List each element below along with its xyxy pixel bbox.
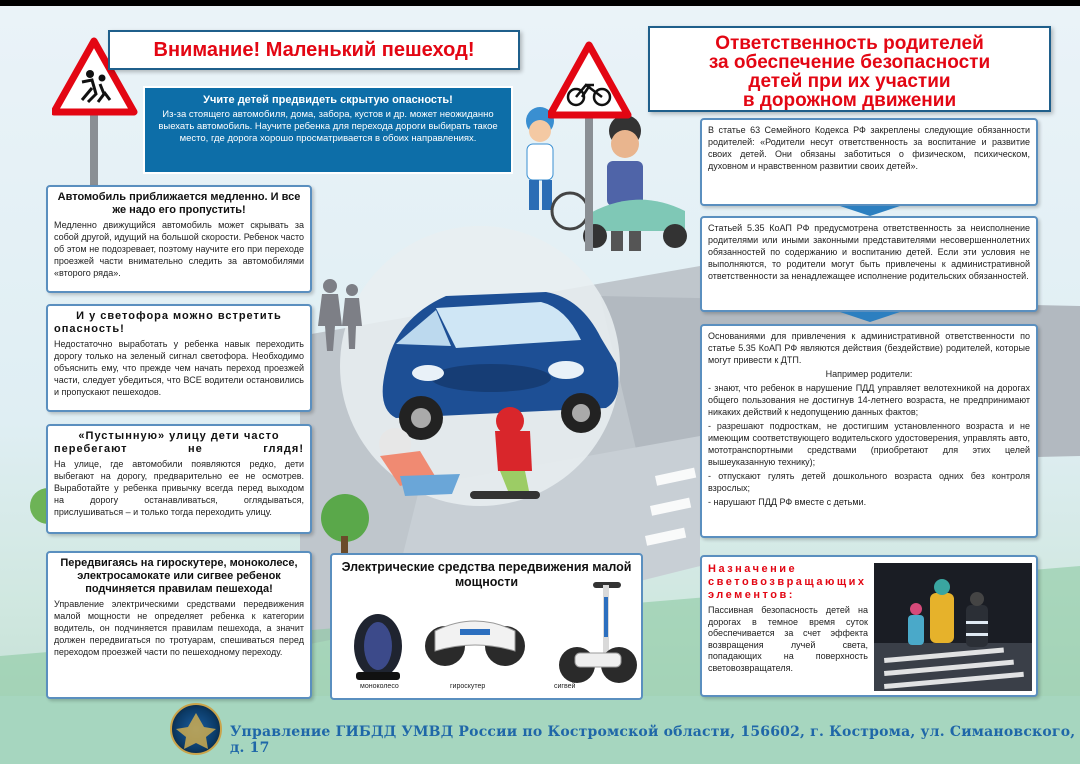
poster: [0, 6, 1080, 764]
bicycle-sign-icon: [548, 41, 632, 251]
grounds-item: - отпускают гулять детей дошкольного возраста одних без контроля взрослых;: [708, 471, 1030, 493]
article-63-text: В статье 63 Семейного Кодекса РФ закреплены следующие обязанности родителей: «Родители несут ответственность за воспитание и развитие своих детей. Они обязаны заботиться о физическом, психическом, духовном и нравственном развитии своих детей».: [708, 125, 1030, 171]
devices-box: [330, 553, 643, 700]
grounds-item: - разрешают подросткам, не достигшим установленного возраста и не имеющим соответствующего водительского удостоверения, управлять авто, мототранспортными средствами (приобретают для этих целей вышеуказанную технику);: [708, 421, 1030, 467]
grounds-intro: Основаниями для привлечения к административной ответственности по статье 5.35 КоАП РФ являются действия (бездействие) родителей, которые могут привести к ДТП.: [708, 331, 1030, 365]
tip-box-slow-car: [46, 185, 312, 293]
tip-box-gyroscooter: [46, 551, 312, 699]
segway-icon: [557, 577, 637, 687]
night-kids-photo: [874, 563, 1032, 691]
intro-text: Из-за стоящего автомобиля, дома, забора, кустов и др. может неожиданно выехать автомобиль. Научите ребенка для перехода дороги выбирать такое место, где дорога хорошо просматривается в обоих направлениях.: [158, 109, 498, 144]
monowheel-icon: [348, 610, 408, 685]
right-title-line: Ответственность родителей: [715, 33, 984, 54]
tip-box-empty-street: [46, 424, 312, 534]
device-label-monowheel: моноколесо: [360, 683, 399, 690]
grounds-item: - нарушают ПДД РФ вместе с детьми.: [708, 497, 867, 507]
tip-text: Медленно движущийся автомобиль может скрывать за собой другой, идущий на большой скорости. Ребенок часто об этом не подозревает, поэтому научите его при переходе проезжей части внимательно следить за автомобилями «второго ряда».: [54, 220, 304, 278]
article-535-text: Статьей 5.35 КоАП РФ предусмотрена ответственность за неисполнение родителями или иными законными представителями несовершеннолетних обязанностей по содержанию и воспитанию детей. Если эти условия не выполняются, то родители могут быть привлечены к административной ответственности за ненадлежащее исполнение родительских обязанностей.: [708, 223, 1030, 281]
hoverboard-icon: [420, 611, 530, 671]
tip-heading: Передвигаясь на гироскутере, моноколесе, электросамокате или сигвее ребенок подчиняется правилам пешехода!: [60, 557, 298, 595]
arrow-down-icon: [840, 312, 900, 322]
reflective-elements-box: [700, 555, 1038, 697]
reflective-text: Пассивная безопасность детей на дорогах в темное время суток обеспечивается за счет эффекта возвращения лучей света, попадающих на поверхность световозвращателя.: [708, 605, 868, 673]
children-illustration: [360, 396, 560, 516]
devices-heading: Электрические средства передвижения малой мощности: [341, 560, 632, 589]
article-63-box: [700, 118, 1038, 206]
device-label-segway: сигвей: [554, 683, 576, 690]
grounds-example: Например родители:: [825, 369, 913, 379]
article-535-box: [700, 216, 1038, 312]
device-label-hoverboard: гироскутер: [450, 683, 486, 690]
left-title: Внимание! Маленький пешеход!: [108, 30, 520, 70]
tip-text: Управление электрическими средствами передвижения малой мощности не определяет ребенка к категории водитель, он подчиняется правилам пешехода, а значит должен передвигаться по тротуарам, спешиваться перед переходом проезжей части по пешеходному переходу.: [54, 599, 304, 657]
tip-heading: И у светофора можно встретить опасность!: [54, 310, 282, 335]
right-title-line: детей при их участии: [748, 71, 951, 92]
right-title-line: в дорожном движении: [742, 90, 957, 111]
tip-heading: «Пустынную» улицу дети часто перебегают не глядя!: [54, 430, 304, 455]
tip-box-traffic-light: [46, 304, 312, 412]
arrow-down-icon: [840, 206, 900, 216]
tip-heading: Автомобиль приближается медленно. И все же надо его пропустить!: [57, 191, 301, 216]
tip-text: Недостаточно выработать у ребенка навык переходить дорогу только на зеленый сигнал светофора. Необходимо объяснить ему, что прежде чем начать переход проезжей части, следует убедиться, что ВСЕ водители остановились и пропускают пешеходов.: [54, 339, 304, 397]
grounds-item: - знают, что ребенок в нарушение ПДД управляет велотехникой на дорогах общего пользования не достигнув 14-летнего возраста, не предпринимают никаких действий к недопущению данных фактов;: [708, 383, 1030, 417]
gibdd-emblem-icon: [170, 703, 222, 755]
reflective-heading: Назначение световозвращающих элементов:: [708, 563, 867, 601]
right-title: [648, 26, 1051, 112]
intro-box: [143, 86, 513, 174]
footer-address: Управление ГИБДД УМВД России по Костромской области, 156602, г. Кострома, ул. Симановского, д. 17: [230, 724, 1076, 756]
tip-text: На улице, где автомобили появляются редко, дети выбегают на дорогу, предварительно ее не осмотрев. Выработайте у ребенка привычку всегда перед выходом на дорогу останавливаться, оглядываться, прислушиваться – и только тогда переходить улицу.: [54, 459, 304, 517]
right-title-line: за обеспечение безопасности: [708, 52, 991, 73]
intro-heading: Учите детей предвидеть скрытую опасность!: [203, 94, 453, 106]
grounds-box: [700, 324, 1038, 538]
